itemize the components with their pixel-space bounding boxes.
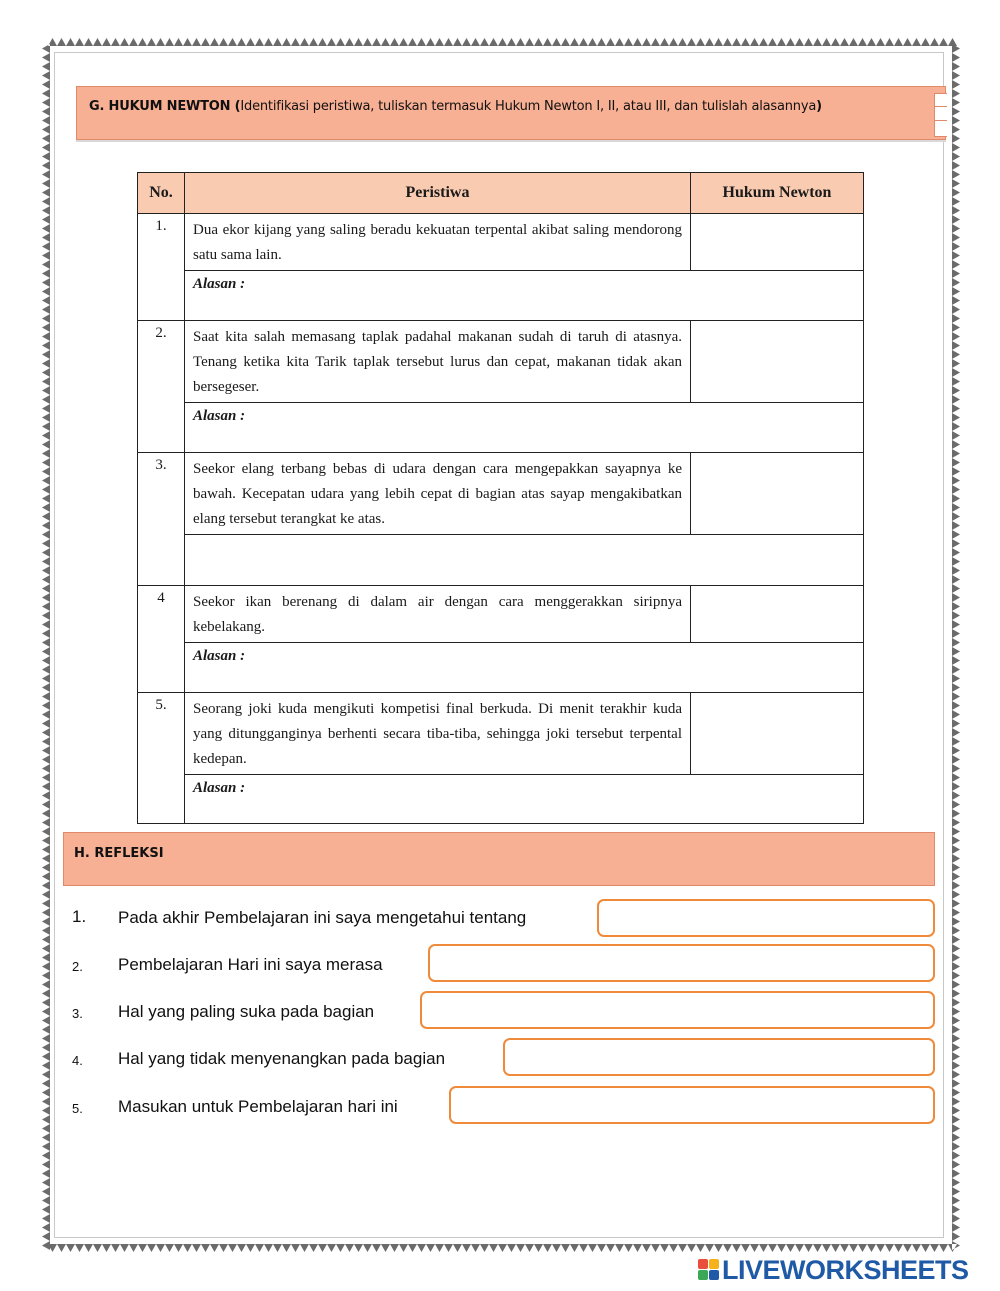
- row-number: 5.: [138, 693, 185, 775]
- alasan-field[interactable]: [185, 535, 864, 586]
- header-no: No.: [138, 173, 185, 214]
- section-g-instruction: Identifikasi peristiwa, tuliskan termasuk Hukum Newton I, II, atau III, dan tulislah alasannya: [240, 99, 817, 114]
- reflection-answer-box-2[interactable]: [428, 944, 935, 982]
- row-number-continued: [138, 271, 185, 321]
- hukum-answer-cell[interactable]: [691, 693, 864, 775]
- reflection-number: 4.: [72, 1053, 83, 1068]
- table-row: [138, 586, 864, 643]
- hukum-answer-cell[interactable]: [691, 586, 864, 643]
- table-row: [138, 214, 864, 271]
- row-number-continued: [138, 535, 185, 586]
- reflection-prompt: Pada akhir Pembelajaran ini saya mengetahui tentang: [118, 908, 527, 927]
- alasan-row: [138, 271, 864, 321]
- hukum-answer-cell[interactable]: [691, 453, 864, 535]
- reflection-answer-box-5[interactable]: [449, 1086, 935, 1124]
- row-number: 1.: [138, 214, 185, 271]
- newton-table: [137, 172, 864, 824]
- section-h-header: [63, 832, 935, 886]
- reflection-number: 5.: [72, 1101, 83, 1116]
- table-header-row: [138, 173, 864, 214]
- reflection-prompt: Masukan untuk Pembelajaran hari ini: [118, 1097, 398, 1116]
- event-text: Dua ekor kijang yang saling beradu kekuatan terpental akibat saling mendorong satu sama lain.: [185, 214, 691, 271]
- table-row: [138, 453, 864, 535]
- reflection-number: 1.: [72, 907, 87, 926]
- row-number-continued: [138, 403, 185, 453]
- reflection-item-2: [0, 944, 1000, 984]
- header-peristiwa: Peristiwa: [185, 173, 691, 214]
- hukum-answer-cell[interactable]: [691, 214, 864, 271]
- alasan-field[interactable]: Alasan :: [185, 271, 864, 321]
- header-hukum-newton: Hukum Newton: [691, 173, 864, 214]
- reflection-answer-box-3[interactable]: [420, 991, 935, 1029]
- header-tab-decoration: [934, 93, 947, 137]
- row-number: 4: [138, 586, 185, 643]
- reflection-number: 2.: [72, 959, 83, 974]
- alasan-field[interactable]: Alasan :: [185, 403, 864, 453]
- reflection-number: 3.: [72, 1006, 83, 1021]
- event-text: Seekor ikan berenang di dalam air dengan cara menggerakkan siripnya kebelakang.: [185, 586, 691, 643]
- alasan-field[interactable]: Alasan :: [185, 775, 864, 824]
- event-text: Seekor elang terbang bebas di udara dengan cara mengepakkan sayapnya ke bawah. Kecepatan udara yang lebih cepat di bagian atas sayap mengakibatkan elang tersebut terangkat ke atas.: [185, 453, 691, 535]
- reflection-prompt: Pembelajaran Hari ini saya merasa: [118, 955, 383, 974]
- section-g-title: G. HUKUM NEWTON (: [89, 99, 241, 114]
- alasan-row: [138, 403, 864, 453]
- alasan-row: [138, 535, 864, 586]
- section-g-header: [76, 86, 946, 140]
- reflection-answer-box-4[interactable]: [503, 1038, 935, 1076]
- liveworksheets-logo-icon: [698, 1259, 720, 1281]
- row-number-continued: [138, 775, 185, 824]
- reflection-item-4: [0, 1038, 1000, 1078]
- table-row: [138, 321, 864, 403]
- section-g-title-close: ): [816, 99, 822, 114]
- alasan-row: [138, 643, 864, 693]
- reflection-prompt: Hal yang paling suka pada bagian: [118, 1002, 375, 1021]
- liveworksheets-logo-text: LIVEWORKSHEETS: [722, 1255, 969, 1285]
- alasan-field[interactable]: Alasan :: [185, 643, 864, 693]
- reflection-prompt: Hal yang tidak menyenangkan pada bagian: [118, 1049, 446, 1068]
- reflection-answer-box-1[interactable]: [597, 899, 935, 937]
- event-text: Saat kita salah memasang taplak padahal makanan sudah di taruh di atasnya. Tenang ketika kita Tarik taplak tersebut lurus dan cepat, makanan tidak akan bersegeser.: [185, 321, 691, 403]
- row-number-continued: [138, 643, 185, 693]
- alasan-row: [138, 775, 864, 824]
- section-h-title: H. REFLEKSI: [74, 846, 164, 861]
- row-number: 2.: [138, 321, 185, 403]
- reflection-item-3: [0, 991, 1000, 1031]
- reflection-item-5: [0, 1086, 1000, 1126]
- reflection-item-1: [0, 898, 1000, 938]
- hukum-answer-cell[interactable]: [691, 321, 864, 403]
- row-number: 3.: [138, 453, 185, 535]
- table-row: [138, 693, 864, 775]
- event-text: Seorang joki kuda mengikuti kompetisi final berkuda. Di menit terakhir kuda yang ditungganginya berhenti secara tiba-tiba, sehingga joki tersebut terpental kedepan.: [185, 693, 691, 775]
